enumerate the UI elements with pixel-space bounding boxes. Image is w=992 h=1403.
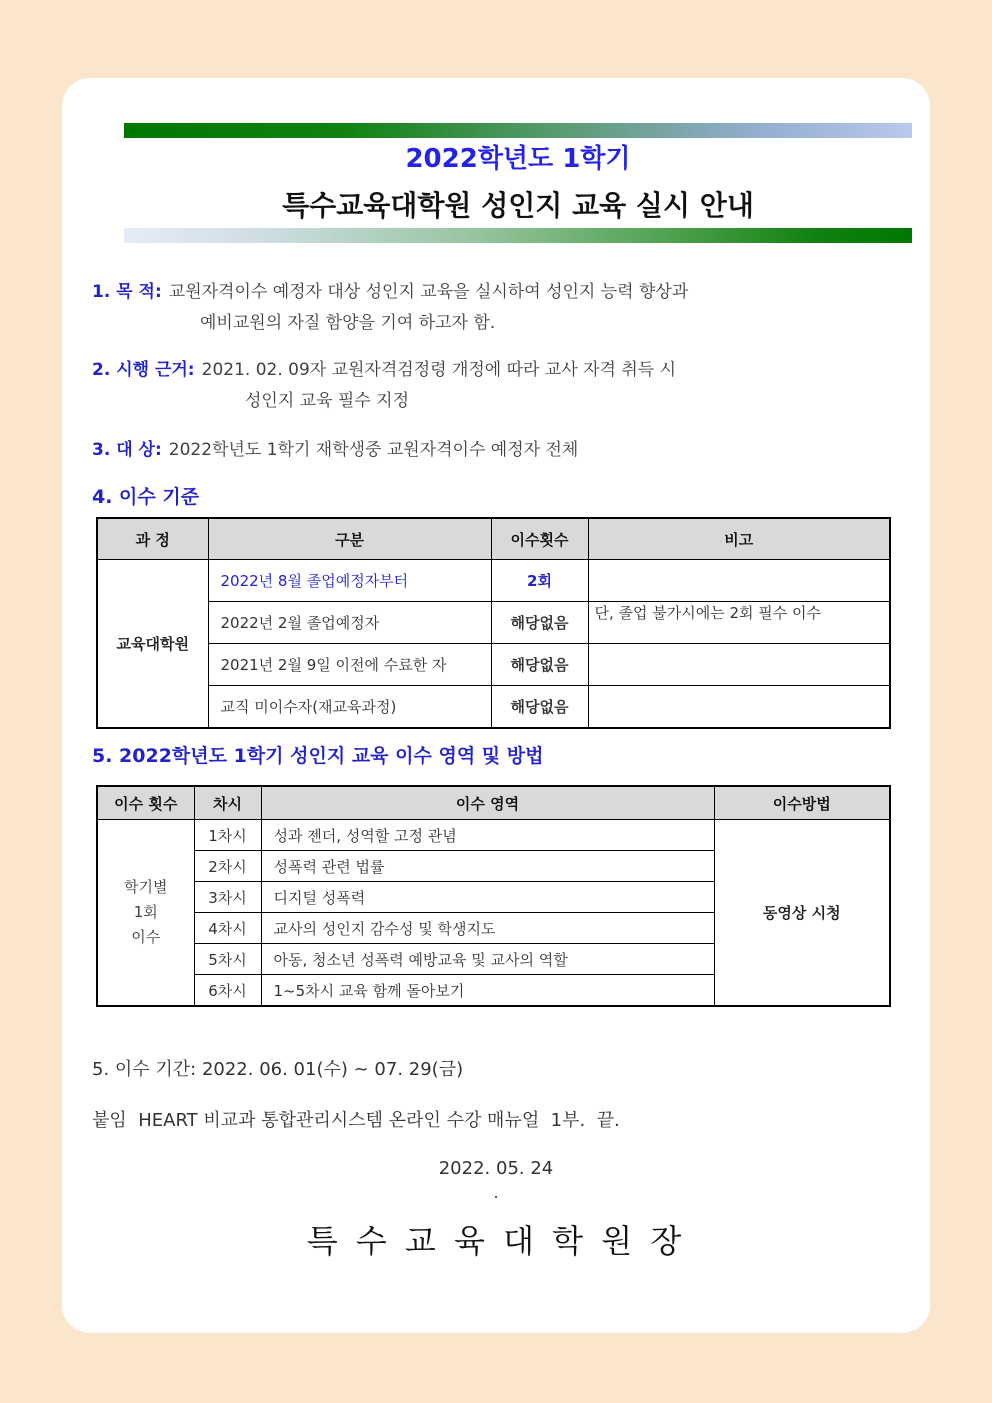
table-row [97,820,890,851]
frequency-line: 1회 [133,903,158,921]
criteria-header-course: 과 정 [97,518,208,560]
sessions-header-method: 이수방법 [714,786,890,820]
frequency-line: 이수 [131,928,161,946]
basis-text1: 2021. 02. 09자 교원자격검정령 개정에 따라 교사 자격 취득 시 [201,360,677,380]
period-mark: . [493,1183,499,1202]
category-cell: 2021년 2월 9일 이전에 수료한 자 [208,644,491,686]
criteria-header-category: 구분 [208,518,491,560]
top-gradient-bar [124,123,912,138]
section-target [92,435,578,466]
session-cell: 4차시 [194,913,261,944]
category-cell: 2022년 2월 졸업예정자 [208,602,491,644]
session-cell: 6차시 [194,975,261,1007]
signature-title: 특 수 교 육 대 학 원 장 [306,1222,686,1260]
basis-line1 [92,355,676,386]
purpose-line1 [92,277,688,308]
count-cell: 해당없음 [491,686,588,729]
criteria-table [96,517,891,729]
topic-cell: 교사의 성인지 감수성 및 학생지도 [261,913,714,944]
sessions-header-row [97,786,890,820]
count-cell: 해당없음 [491,644,588,686]
notice-page [62,78,930,1333]
sessions-header-area: 이수 영역 [261,786,714,820]
note-cell: 단, 졸업 불가시에는 2회 필수 이수 [588,602,890,644]
criteria-heading: 4. 이수 기준 [92,486,200,508]
session-cell: 5차시 [194,944,261,975]
session-cell: 3차시 [194,882,261,913]
table-row [97,602,890,644]
frequency-cell [97,820,194,1007]
attachment-note: 붙임 HEART 비교과 통합관리시스템 온라인 수강 매뉴얼 1부. 끝. [92,1110,620,1131]
topic-cell: 아동, 청소년 성폭력 예방교육 및 교사의 역할 [261,944,714,975]
method-cell: 동영상 시청 [714,820,890,1007]
session-cell: 1차시 [194,820,261,851]
completion-period: 5. 이수 기간: 2022. 06. 01(수) ~ 07. 29(금) [92,1059,464,1080]
method-heading: 5. 2022학년도 1학기 성인지 교육 이수 영역 및 방법 [92,745,544,767]
bottom-gradient-bar [124,228,912,243]
count-cell: 2회 [491,560,588,602]
basis-label: 2. 시행 근거: [92,360,195,380]
table-row [97,686,890,729]
criteria-header-count: 이수횟수 [491,518,588,560]
category-cell: 2022년 8월 졸업예정자부터 [208,560,491,602]
section-purpose [92,277,688,339]
session-cell: 2차시 [194,851,261,882]
criteria-header-row [97,518,890,560]
category-cell: 교직 미이수자(재교육과정) [208,686,491,729]
sessions-table [96,785,891,1007]
note-cell [588,686,890,729]
purpose-text2: 예비교원의 자질 함양을 기여 하고자 함. [200,313,496,333]
note-cell [588,560,890,602]
table-row [97,560,890,602]
count-cell: 해당없음 [491,602,588,644]
issue-date: 2022. 05. 24 [438,1158,554,1179]
topic-cell: 디지털 성폭력 [261,882,714,913]
note-cell [588,644,890,686]
purpose-text1: 교원자격이수 예정자 대상 성인지 교육을 실시하여 성인지 능력 향상과 [168,282,689,302]
target-label: 3. 대 상: [92,440,162,460]
course-cell: 교육대학원 [97,560,208,729]
table-row [97,644,890,686]
topic-cell: 1~5차시 교육 함께 돌아보기 [261,975,714,1007]
sessions-header-frequency: 이수 횟수 [97,786,194,820]
target-text: 2022학년도 1학기 재학생중 교원자격이수 예정자 전체 [168,440,579,460]
purpose-label: 1. 목 적: [92,282,162,302]
page-title: 2022학년도 1학기 [405,144,631,174]
topic-cell: 성과 젠더, 성역할 고정 관념 [261,820,714,851]
sessions-header-session: 차시 [194,786,261,820]
topic-cell: 성폭력 관련 법률 [261,851,714,882]
criteria-header-note: 비고 [588,518,890,560]
page-subtitle: 특수교육대학원 성인지 교육 실시 안내 [282,189,754,222]
section-basis [92,355,676,417]
basis-text2: 성인지 교육 필수 지정 [245,391,410,411]
frequency-line: 학기별 [124,878,168,896]
